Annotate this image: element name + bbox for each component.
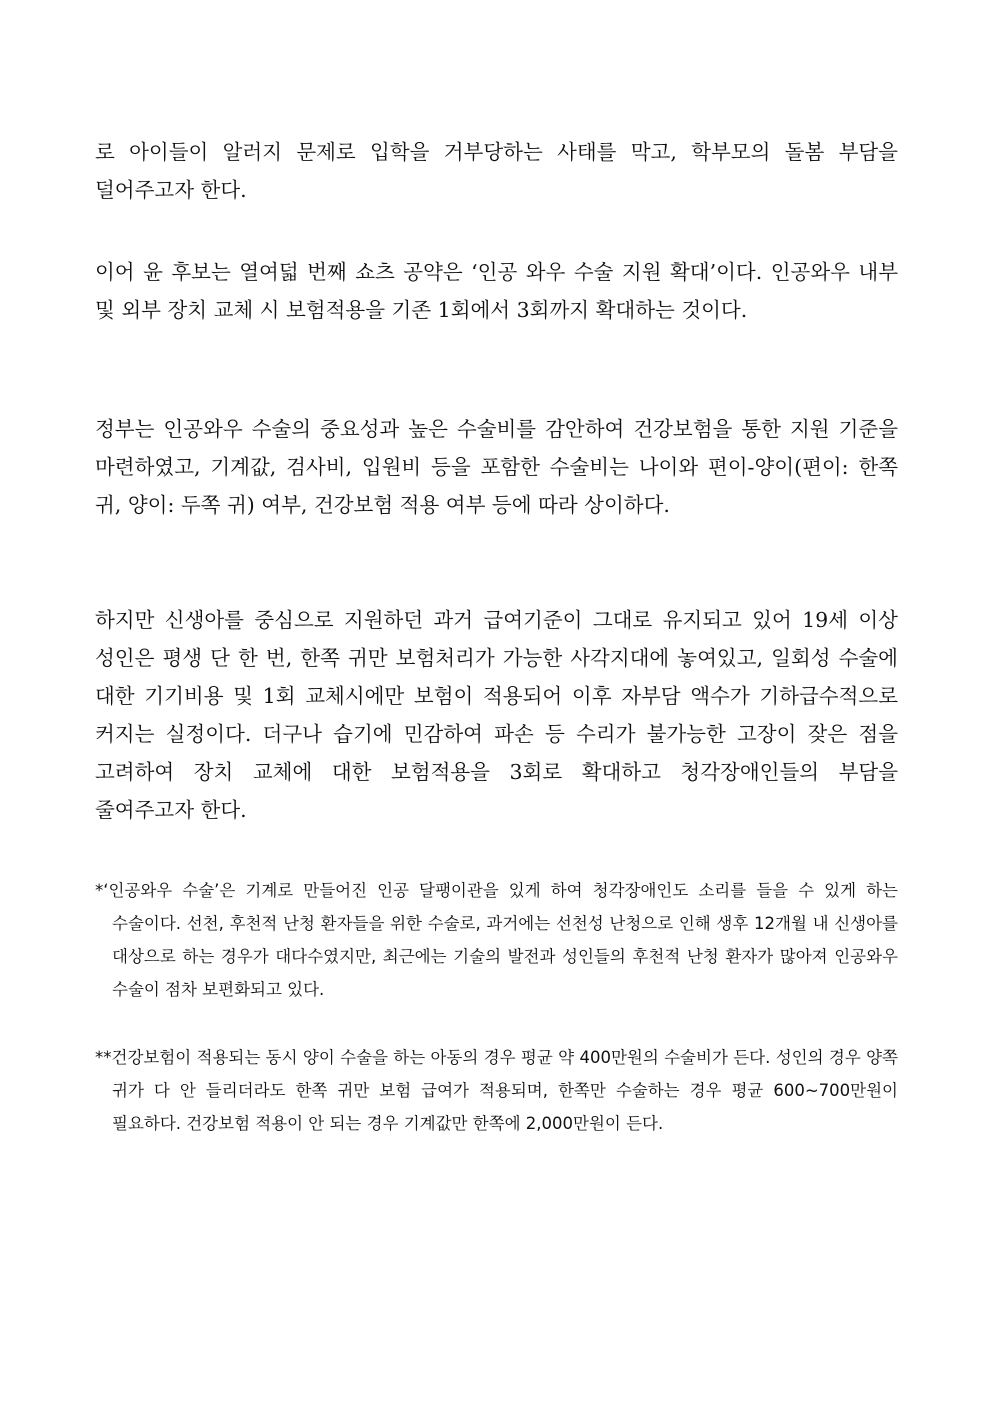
footnote-2-marker: ** (95, 1048, 112, 1067)
footnote-1 (95, 874, 898, 1006)
footnote-2 (95, 1041, 898, 1140)
body-paragraph-4: 하지만 신생아를 중심으로 지원하던 과거 급여기준이 그대로 유지되고 있어 19세 이상 성인은 평생 단 한 번, 한쪽 귀만 보험처리가 가능한 사각지대에 놓여있고, 일회성 수술에 대한 기기비용 및 1회 교체시에만 보험이 적용되어 이후 자부담 액수가 기하급수적으로 커지는 실정이다. 더구나 습기에 민감하여 파손 등 수리가 불가능한 고장이 잦은 점을 고려하여 장치 교체에 대한 보험적용을 3회로 확대하고 청각장애인들의 부담을 줄여주고자 한다. (95, 608, 898, 822)
footnote-1-text: ‘인공와우 수술’은 기계로 만들어진 인공 달팽이관을 있게 하여 청각장애인도 소리를 들을 수 있게 하는 수술이다. 선천, 후천적 난청 환자들을 위한 수술로, 과거에는 선천성 난청으로 인해 생후 12개월 내 신생아를 대상으로 하는 경우가 대다수였지만, 최근에는 기술의 발전과 성인들의 후천적 난청 환자가 많아져 인공와우 수술이 점차 보편화되고 있다. (103, 881, 898, 999)
body-paragraph-2: 이어 윤 후보는 열여덟 번째 쇼츠 공약은 ‘인공 와우 수술 지원 확대’이다. 인공와우 내부 및 외부 장치 교체 시 보험적용을 기존 1회에서 3회까지 확대하는 것이다. (95, 260, 898, 322)
body-paragraph-1: 로 아이들이 알러지 문제로 입학을 거부당하는 사태를 막고, 학부모의 돌봄 부담을 덜어주고자 한다. (95, 140, 898, 202)
body-paragraph-3: 정부는 인공와우 수술의 중요성과 높은 수술비를 감안하여 건강보험을 통한 지원 기준을 마련하였고, 기계값, 검사비, 입원비 등을 포함한 수술비는 나이와 편이-양이(편이: 한쪽 귀, 양이: 두쪽 귀) 여부, 건강보험 적용 여부 등에 따라 상이하다. (95, 417, 898, 517)
footnote-1-marker: * (95, 881, 104, 900)
footnote-2-text: 건강보험이 적용되는 동시 양이 수술을 하는 아동의 경우 평균 약 400만원의 수술비가 든다. 성인의 경우 양쪽 귀가 다 안 들리더라도 한쪽 귀만 보험 급여가 적용되며, 한쪽만 수술하는 경우 평균 600~700만원이 필요하다. 건강보험 적용이 안 되는 경우 기계값만 한쪽에 2,000만원이 든다. (111, 1048, 898, 1133)
